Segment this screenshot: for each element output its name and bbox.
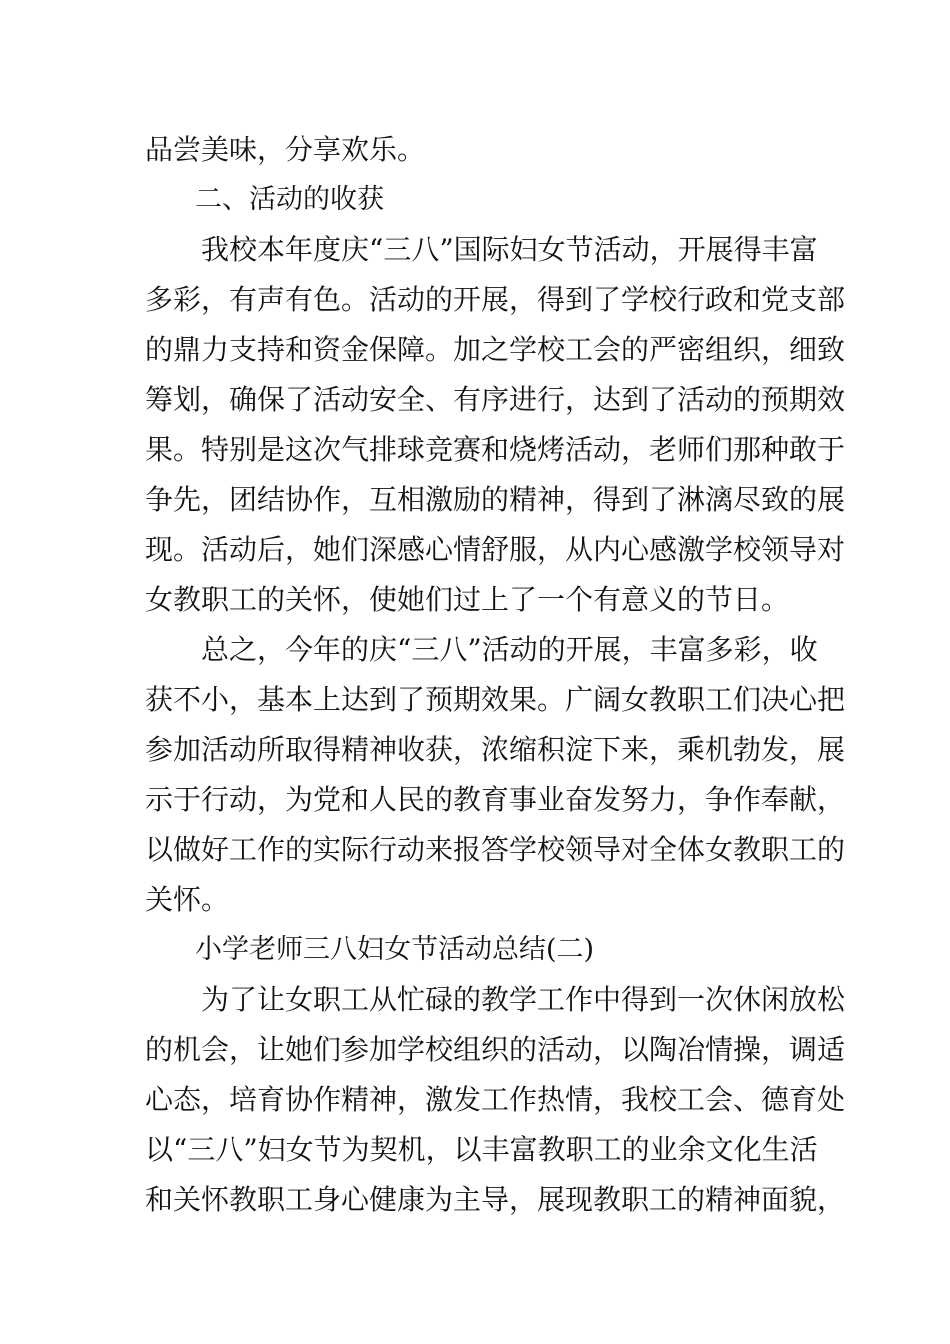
paragraph-line: 心态，培育协作精神，激发工作热情，我校工会、德育处 <box>145 1083 846 1116</box>
paragraph-line: 我校本年度庆“三八”国际妇女节活动，开展得丰富 <box>201 233 818 266</box>
paragraph-line: 多彩，有声有色。活动的开展，得到了学校行政和党支部 <box>145 283 846 316</box>
paragraph-line: 参加活动所取得精神收获，浓缩积淀下来，乘机勃发，展 <box>145 733 846 766</box>
paragraph-line: 现。活动后，她们深感心情舒服，从内心感激学校领导对 <box>145 533 846 566</box>
paragraph-line: 女教职工的关怀，使她们过上了一个有意义的节日。 <box>145 583 790 616</box>
paragraph-line: 的机会，让她们参加学校组织的活动，以陶冶情操，调适 <box>145 1033 846 1066</box>
paragraph-line: 和关怀教职工身心健康为主导，展现教职工的精神面貌， <box>145 1183 846 1216</box>
paragraph-line: 筹划，确保了活动安全、有序进行，达到了活动的预期效 <box>145 383 846 416</box>
paragraph-line: 示于行动，为党和人民的教育事业奋发努力，争作奉献， <box>145 783 846 816</box>
paragraph-line: 以做好工作的实际行动来报答学校领导对全体女教职工的 <box>145 833 846 866</box>
paragraph-line: 的鼎力支持和资金保障。加之学校工会的严密组织，细致 <box>145 333 846 366</box>
article-title: 小学老师三八妇女节活动总结(二) <box>195 934 595 965</box>
paragraph-line: 关怀。 <box>145 883 230 916</box>
paragraph-line: 总之，今年的庆“三八”活动的开展，丰富多彩，收 <box>201 633 818 666</box>
paragraph-line: 为了让女职工从忙碌的教学工作中得到一次休闲放松 <box>201 983 846 1016</box>
paragraph-line: 获不小，基本上达到了预期效果。广阔女教职工们决心把 <box>145 683 846 716</box>
section-heading: 二、活动的收获 <box>195 184 384 215</box>
paragraph-line: 果。特别是这次气排球竞赛和烧烤活动，老师们那种敢于 <box>145 433 846 466</box>
paragraph-line: 品尝美味，分享欢乐。 <box>145 133 426 166</box>
paragraph-line: 争先，团结协作，互相激励的精神，得到了淋漓尽致的展 <box>145 483 846 516</box>
paragraph-line: 以“三八”妇女节为契机，以丰富教职工的业余文化生活 <box>145 1133 818 1166</box>
